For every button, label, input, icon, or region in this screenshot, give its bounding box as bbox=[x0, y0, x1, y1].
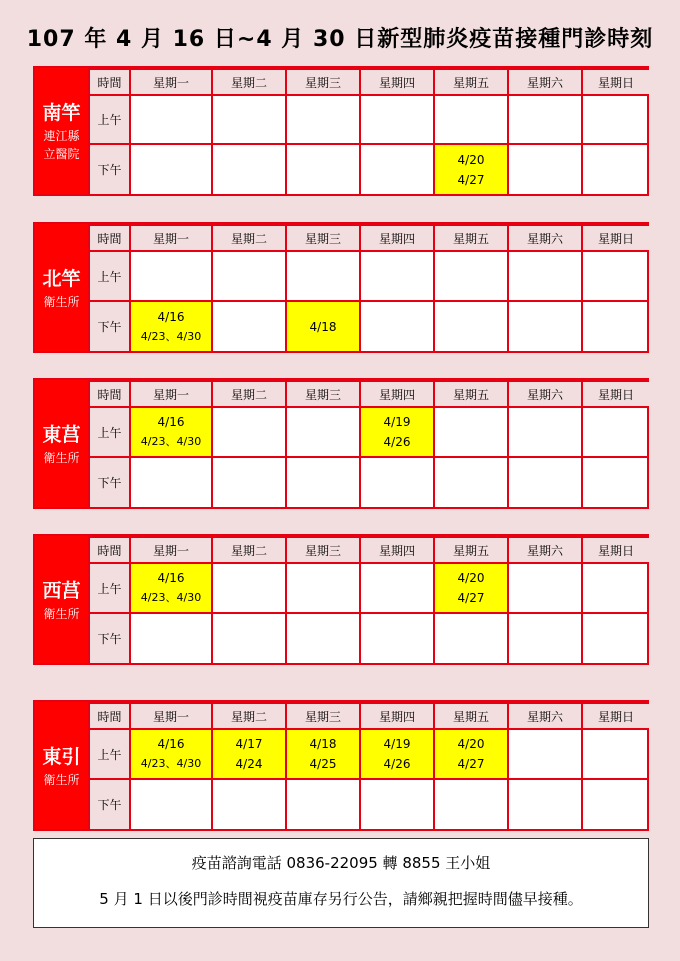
clinic-label bbox=[35, 536, 90, 663]
schedule-table bbox=[90, 702, 649, 829]
empty-cell bbox=[434, 251, 508, 301]
weekday-header: 星期一 bbox=[130, 69, 212, 95]
clinic-date-cell bbox=[434, 144, 508, 194]
period-label: 上午 bbox=[90, 729, 130, 779]
schedule-note: 5 月 1 日以後門診時間視疫苗庫存另行公告，請鄉親把握時間儘早接種。 bbox=[99, 890, 583, 908]
period-label: 下午 bbox=[90, 457, 130, 507]
empty-cell bbox=[286, 613, 360, 663]
empty-cell bbox=[360, 613, 434, 663]
empty-cell bbox=[582, 301, 649, 351]
period-label: 上午 bbox=[90, 95, 130, 144]
morning-row bbox=[90, 729, 649, 779]
schedule-table bbox=[90, 68, 649, 194]
empty-cell bbox=[212, 407, 286, 457]
page-title: 107 年 4 月 16 日~4 月 30 日新型肺炎疫苗接種門診時刻 bbox=[26, 27, 654, 52]
empty-cell bbox=[212, 457, 286, 507]
clinic-date: 4/27 bbox=[457, 591, 485, 605]
empty-cell bbox=[130, 613, 212, 663]
weekday-header: 星期四 bbox=[360, 537, 434, 563]
empty-cell bbox=[360, 563, 434, 613]
morning-row bbox=[90, 407, 649, 457]
empty-cell bbox=[286, 95, 360, 144]
clinic-date-cell bbox=[360, 407, 434, 457]
weekday-header: 星期二 bbox=[212, 381, 286, 407]
empty-cell bbox=[434, 779, 508, 829]
clinic-schedule-block bbox=[33, 378, 649, 509]
empty-cell bbox=[508, 144, 582, 194]
empty-cell bbox=[130, 251, 212, 301]
empty-cell bbox=[508, 301, 582, 351]
clinic-schedule-block bbox=[33, 534, 649, 665]
clinic-date-cell bbox=[130, 729, 212, 779]
empty-cell bbox=[508, 779, 582, 829]
clinic-date: 4/20 bbox=[457, 737, 485, 751]
weekday-header: 星期四 bbox=[360, 225, 434, 251]
clinic-subtitle: 衛生所 bbox=[43, 450, 80, 465]
empty-cell bbox=[434, 613, 508, 663]
clinic-label bbox=[35, 702, 90, 829]
empty-cell bbox=[212, 301, 286, 351]
weekday-header: 星期四 bbox=[360, 69, 434, 95]
clinic-name: 西莒 bbox=[42, 579, 81, 602]
weekday-header: 星期三 bbox=[286, 225, 360, 251]
clinic-subtitle: 衛生所 bbox=[43, 772, 80, 787]
time-header: 時間 bbox=[90, 69, 130, 95]
weekday-header: 星期五 bbox=[434, 69, 508, 95]
empty-cell bbox=[508, 729, 582, 779]
clinic-date-cell bbox=[130, 301, 212, 351]
empty-cell bbox=[360, 457, 434, 507]
period-label: 下午 bbox=[90, 779, 130, 829]
empty-cell bbox=[212, 95, 286, 144]
empty-cell bbox=[434, 301, 508, 351]
empty-cell bbox=[286, 407, 360, 457]
weekday-header: 星期五 bbox=[434, 225, 508, 251]
empty-cell bbox=[434, 407, 508, 457]
empty-cell bbox=[360, 779, 434, 829]
clinic-date-cell bbox=[434, 729, 508, 779]
weekday-header: 星期一 bbox=[130, 381, 212, 407]
clinic-date: 4/17 bbox=[235, 737, 263, 751]
clinic-subtitle: 衛生所 bbox=[43, 606, 80, 621]
empty-cell bbox=[212, 563, 286, 613]
period-label: 下午 bbox=[90, 144, 130, 194]
weekday-header: 星期四 bbox=[360, 703, 434, 729]
empty-cell bbox=[582, 95, 649, 144]
clinic-date-cell bbox=[212, 729, 286, 779]
empty-cell bbox=[582, 251, 649, 301]
weekday-header: 星期一 bbox=[130, 537, 212, 563]
weekday-header: 星期五 bbox=[434, 537, 508, 563]
clinic-date: 4/20 bbox=[457, 152, 485, 167]
empty-cell bbox=[360, 144, 434, 194]
empty-cell bbox=[582, 407, 649, 457]
empty-cell bbox=[130, 779, 212, 829]
empty-cell bbox=[582, 144, 649, 194]
clinic-label bbox=[35, 380, 90, 507]
clinic-date: 4/25 bbox=[309, 757, 337, 771]
empty-cell bbox=[582, 729, 649, 779]
empty-cell bbox=[582, 613, 649, 663]
weekday-header: 星期五 bbox=[434, 703, 508, 729]
empty-cell bbox=[434, 457, 508, 507]
clinic-date: 4/19 bbox=[383, 415, 411, 429]
weekday-header: 星期六 bbox=[508, 537, 582, 563]
period-label: 上午 bbox=[90, 563, 130, 613]
clinic-name: 南竿 bbox=[42, 102, 81, 124]
weekday-header: 星期三 bbox=[286, 381, 360, 407]
empty-cell bbox=[130, 95, 212, 144]
weekday-header: 星期日 bbox=[582, 69, 649, 95]
empty-cell bbox=[508, 613, 582, 663]
clinic-subtitle: 立醫院 bbox=[43, 147, 80, 161]
empty-cell bbox=[212, 779, 286, 829]
weekday-header: 星期六 bbox=[508, 225, 582, 251]
weekday-header: 星期日 bbox=[582, 537, 649, 563]
clinic-date-cell bbox=[130, 563, 212, 613]
clinic-date: 4/26 bbox=[383, 757, 411, 771]
clinic-schedule-block bbox=[33, 66, 649, 196]
weekday-header: 星期日 bbox=[582, 225, 649, 251]
empty-cell bbox=[286, 779, 360, 829]
weekday-header: 星期一 bbox=[130, 703, 212, 729]
weekday-header: 星期六 bbox=[508, 381, 582, 407]
empty-cell bbox=[360, 301, 434, 351]
empty-cell bbox=[582, 563, 649, 613]
weekday-header: 星期四 bbox=[360, 381, 434, 407]
clinic-date: 4/23、4/30 bbox=[140, 591, 202, 604]
time-header: 時間 bbox=[90, 381, 130, 407]
empty-cell bbox=[286, 251, 360, 301]
clinic-date: 4/24 bbox=[235, 757, 263, 771]
clinic-date: 4/19 bbox=[383, 737, 411, 751]
schedule-table bbox=[90, 536, 649, 663]
period-label: 下午 bbox=[90, 301, 130, 351]
empty-cell bbox=[286, 144, 360, 194]
clinic-date: 4/18 bbox=[309, 737, 337, 751]
time-header: 時間 bbox=[90, 703, 130, 729]
morning-row bbox=[90, 251, 649, 301]
period-label: 上午 bbox=[90, 407, 130, 457]
period-label: 下午 bbox=[90, 613, 130, 663]
weekday-header: 星期一 bbox=[130, 225, 212, 251]
clinic-date: 4/23、4/30 bbox=[140, 435, 202, 448]
clinic-date-cell bbox=[286, 301, 360, 351]
empty-cell bbox=[212, 613, 286, 663]
clinic-name: 東引 bbox=[42, 745, 81, 768]
clinic-name: 北竿 bbox=[42, 267, 81, 290]
clinic-name: 東莒 bbox=[42, 423, 81, 446]
weekday-header: 星期二 bbox=[212, 537, 286, 563]
afternoon-row bbox=[90, 613, 649, 663]
empty-cell bbox=[508, 95, 582, 144]
clinic-date: 4/16 bbox=[157, 571, 185, 585]
clinic-date: 4/16 bbox=[157, 415, 185, 429]
empty-cell bbox=[582, 779, 649, 829]
weekday-header: 星期二 bbox=[212, 69, 286, 95]
clinic-label bbox=[35, 224, 90, 351]
empty-cell bbox=[508, 457, 582, 507]
empty-cell bbox=[130, 144, 212, 194]
clinic-date: 4/27 bbox=[457, 757, 485, 771]
empty-cell bbox=[360, 95, 434, 144]
morning-row bbox=[90, 563, 649, 613]
phone-note: 疫苗諮詢電話 0836-22095 轉 8855 王小姐 bbox=[191, 854, 491, 872]
empty-cell bbox=[130, 457, 212, 507]
clinic-label bbox=[35, 68, 90, 194]
clinic-schedule-block bbox=[33, 222, 649, 353]
afternoon-row bbox=[90, 301, 649, 351]
clinic-date: 4/20 bbox=[457, 571, 485, 585]
empty-cell bbox=[582, 457, 649, 507]
empty-cell bbox=[434, 95, 508, 144]
empty-cell bbox=[508, 407, 582, 457]
clinic-date: 4/23、4/30 bbox=[140, 757, 202, 770]
clinic-date: 4/27 bbox=[457, 172, 485, 187]
weekday-header: 星期日 bbox=[582, 381, 649, 407]
empty-cell bbox=[212, 144, 286, 194]
schedule-table bbox=[90, 380, 649, 507]
weekday-header: 星期三 bbox=[286, 69, 360, 95]
clinic-date: 4/26 bbox=[383, 435, 411, 449]
clinic-date-cell bbox=[434, 563, 508, 613]
afternoon-row bbox=[90, 457, 649, 507]
empty-cell bbox=[360, 251, 434, 301]
schedule-table bbox=[90, 224, 649, 351]
time-header: 時間 bbox=[90, 225, 130, 251]
clinic-date: 4/23、4/30 bbox=[140, 329, 202, 343]
afternoon-row bbox=[90, 779, 649, 829]
clinic-subtitle: 連江縣 bbox=[43, 129, 80, 143]
clinic-date-cell bbox=[286, 729, 360, 779]
afternoon-row bbox=[90, 144, 649, 194]
clinic-date-cell bbox=[130, 407, 212, 457]
weekday-header: 星期五 bbox=[434, 381, 508, 407]
weekday-header: 星期六 bbox=[508, 703, 582, 729]
weekday-header: 星期二 bbox=[212, 703, 286, 729]
clinic-date-cell bbox=[360, 729, 434, 779]
clinic-subtitle: 衛生所 bbox=[43, 294, 80, 309]
empty-cell bbox=[508, 563, 582, 613]
period-label: 上午 bbox=[90, 251, 130, 301]
weekday-header: 星期六 bbox=[508, 69, 582, 95]
info-note bbox=[33, 838, 649, 928]
clinic-schedule-block bbox=[33, 700, 649, 831]
empty-cell bbox=[508, 251, 582, 301]
clinic-date: 4/18 bbox=[309, 319, 337, 334]
morning-row bbox=[90, 95, 649, 144]
empty-cell bbox=[286, 457, 360, 507]
empty-cell bbox=[212, 251, 286, 301]
empty-cell bbox=[286, 563, 360, 613]
weekday-header: 星期日 bbox=[582, 703, 649, 729]
weekday-header: 星期三 bbox=[286, 703, 360, 729]
clinic-date: 4/16 bbox=[157, 737, 185, 751]
time-header: 時間 bbox=[90, 537, 130, 563]
weekday-header: 星期二 bbox=[212, 225, 286, 251]
weekday-header: 星期三 bbox=[286, 537, 360, 563]
clinic-date: 4/16 bbox=[157, 309, 185, 324]
